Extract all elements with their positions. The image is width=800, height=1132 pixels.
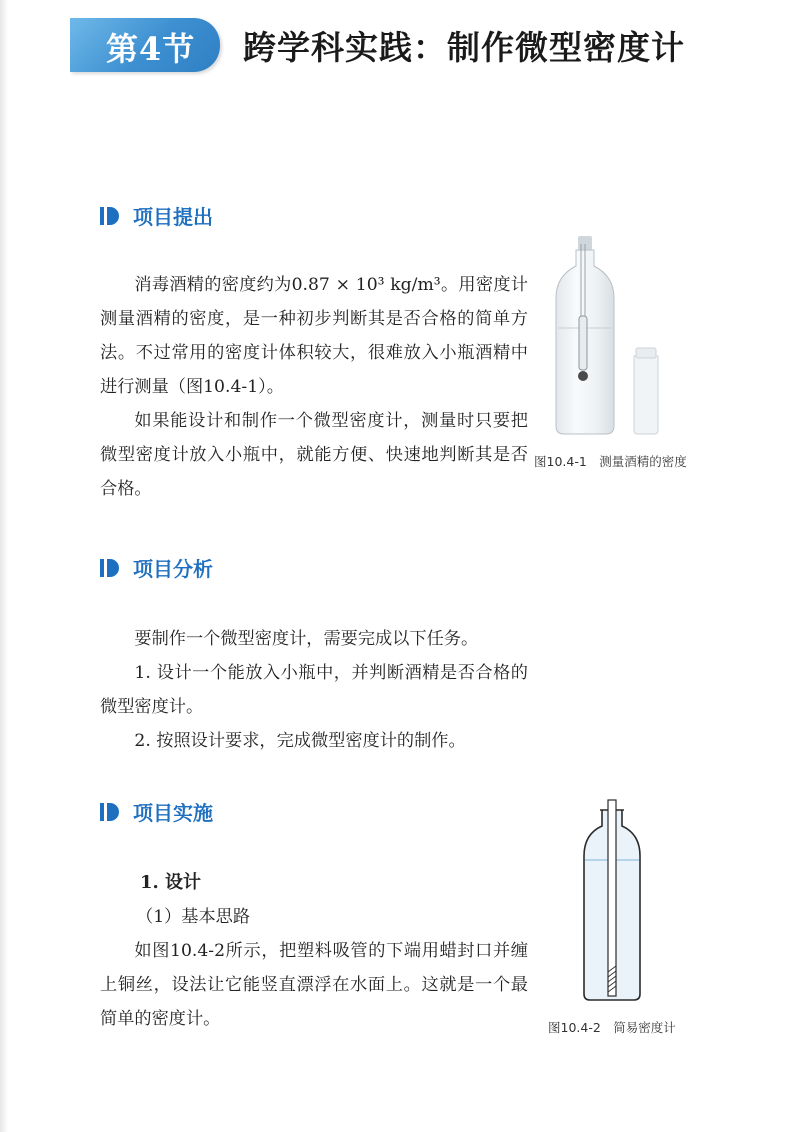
paragraph: 消毒酒精的密度约为0.87 × 10³ kg/m³。用密度计测量酒精的密度，是一种初步判断其是否合格的简单方法。不过常用的密度计体积较大，很难放入小瓶酒精中进行测量（图10.4-1）。 [100, 275, 528, 397]
section-marker-icon [100, 207, 120, 225]
page-edge-shadow [0, 0, 8, 1132]
figure-caption: 图10.4-2 简易密度计 [548, 1020, 676, 1035]
bottle-with-straw-hydrometer-icon [578, 796, 650, 1002]
section-number: 第4节 [106, 30, 196, 68]
section-heading-label: 项目分析 [133, 557, 213, 581]
paragraph: 2. 按照设计要求，完成微型密度计的制作。 [134, 731, 466, 751]
subsection-title: 1. 设计 [140, 872, 202, 893]
sub-subsection-title: （1）基本思路 [136, 907, 251, 927]
paragraph: 如果能设计和制作一个微型密度计，测量时只要把微型密度计放入小瓶中，就能方便、快速地判断其是否合格。 [100, 411, 528, 499]
figure-caption: 图10.4-1 测量酒精的密度 [534, 454, 687, 469]
alcohol-bottle-with-hydrometer-icon [548, 236, 678, 436]
section-number-badge [70, 18, 220, 72]
section-heading-label: 项目实施 [133, 801, 213, 825]
paragraph: 1. 设计一个能放入小瓶中，并判断酒精是否合格的微型密度计。 [100, 663, 528, 717]
section-marker-icon [100, 803, 120, 821]
paragraph: 要制作一个微型密度计，需要完成以下任务。 [134, 629, 479, 649]
page-title: 跨学科实践：制作微型密度计 [243, 28, 685, 67]
section-marker-icon [100, 559, 120, 577]
section-heading-label: 项目提出 [133, 205, 213, 229]
paragraph: 如图10.4-2所示，把塑料吸管的下端用蜡封口并缠上铜丝，设法让它能竖直漂浮在水面上。这就是一个最简单的密度计。 [100, 941, 528, 1029]
